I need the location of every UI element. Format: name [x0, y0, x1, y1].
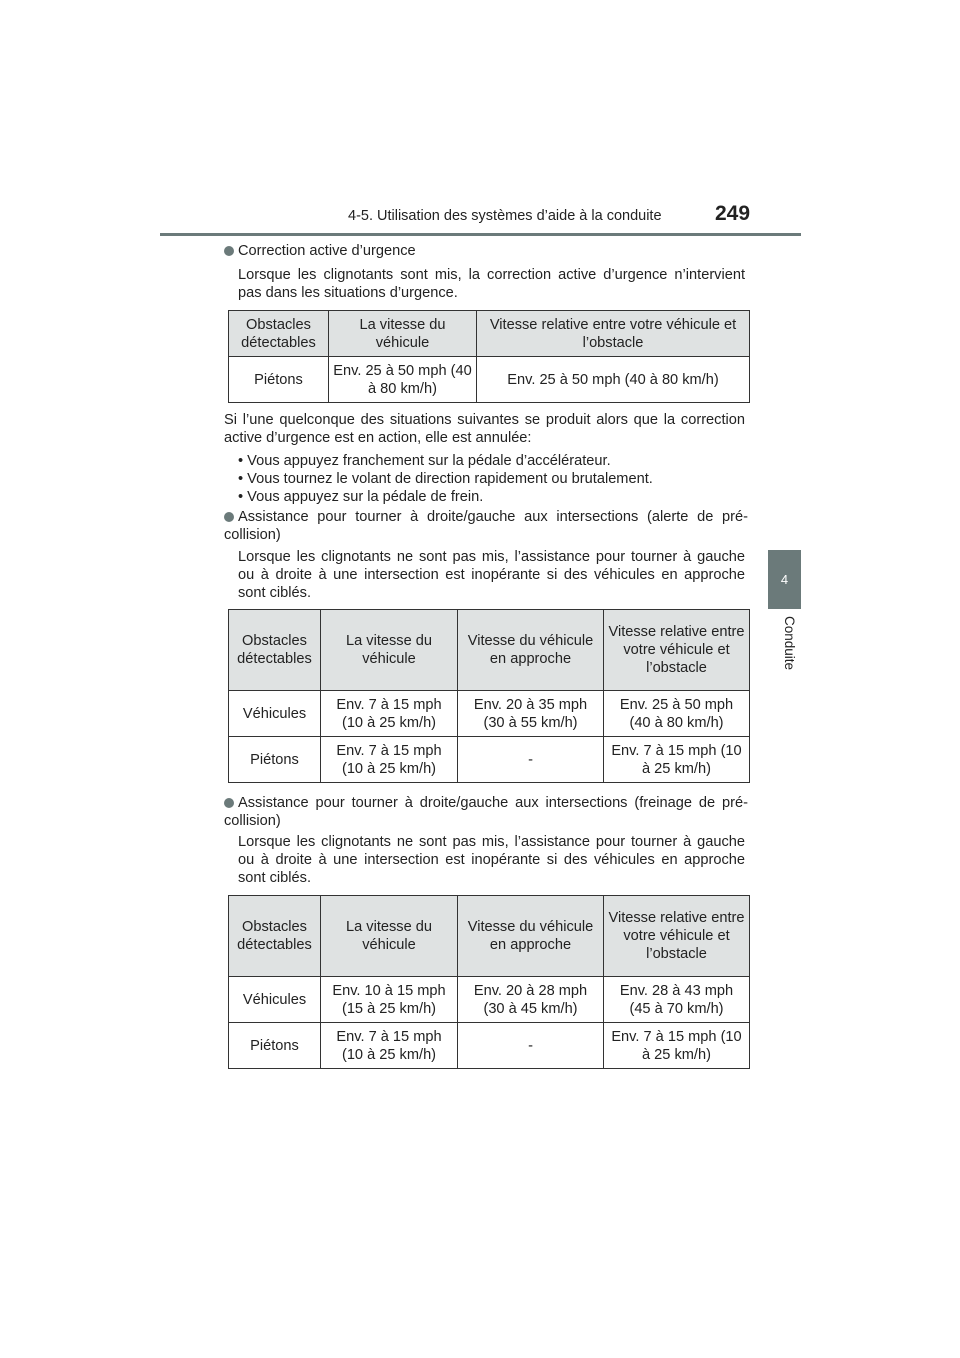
table-header-cell: Vitesse du véhicule en approche — [458, 896, 604, 977]
list-item: • Vous appuyez franchement sur la pédale d’accélérateur. — [238, 453, 611, 469]
table-header-cell: La vitesse du véhicule — [321, 896, 458, 977]
heading-text: Correction active d’urgence — [238, 243, 416, 259]
bullet-list — [238, 452, 653, 506]
table-header-row — [229, 896, 750, 977]
chapter-label: Conduite — [782, 616, 797, 671]
table-row — [229, 1023, 750, 1069]
table-row — [229, 691, 750, 737]
paragraph: Lorsque les clignotants ne sont pas mis, l’assistance pour tourner à gauche ou à droite à une intersection est inopérante si des véhicules en approche sont ciblés. — [238, 549, 745, 601]
section-heading — [224, 508, 748, 544]
table-header-cell: La vitesse du véhicule — [329, 311, 477, 357]
paragraph: Lorsque les clignotants ne sont pas mis, l’assistance pour tourner à gauche ou à droite à une intersection est inopérante si des véhicules en approche sont ciblés. — [238, 834, 745, 886]
table-cell: Env. 7 à 15 mph (10 à 25 km/h) — [604, 1023, 750, 1069]
table-header-cell: La vitesse du véhicule — [321, 610, 458, 691]
data-table — [228, 609, 750, 783]
table-header-cell: Vitesse relative entre votre véhicule et l’obstacle — [604, 896, 750, 977]
chapter-tab: 4 — [768, 550, 801, 609]
paragraph: Lorsque les clignotants sont mis, la correction active d’urgence n’intervient pas dans les situations d’urgence. — [238, 267, 745, 301]
table-cell: - — [458, 1023, 604, 1069]
bullet-icon — [224, 512, 234, 522]
list-item: • Vous appuyez sur la pédale de frein. — [238, 489, 484, 505]
table-row — [229, 977, 750, 1023]
table-cell: Piétons — [229, 737, 321, 783]
section-heading — [224, 242, 748, 260]
table-header-cell: Obstacles détectables — [229, 311, 329, 357]
table-cell: Piétons — [229, 357, 329, 403]
table-cell: Env. 25 à 50 mph (40 à 80 km/h) — [329, 357, 477, 403]
table-cell: Env. 20 à 35 mph (30 à 55 km/h) — [458, 691, 604, 737]
table-cell: Véhicules — [229, 977, 321, 1023]
bullet-icon — [224, 798, 234, 808]
section-title: 4-5. Utilisation des systèmes d’aide à la conduite — [348, 208, 662, 224]
table-cell: Env. 20 à 28 mph (30 à 45 km/h) — [458, 977, 604, 1023]
table-cell: Piétons — [229, 1023, 321, 1069]
table-cell: - — [458, 737, 604, 783]
paragraph: Si l’une quelconque des situations suivantes se produit alors que la correction active d’urgence est en action, elle est annulée: — [224, 412, 745, 446]
data-table — [228, 310, 750, 403]
heading-text: Assistance pour tourner à droite/gauche aux intersections (freinage de pré-collision) — [224, 795, 748, 829]
table-header-cell: Vitesse du véhicule en approche — [458, 610, 604, 691]
table-cell: Env. 28 à 43 mph (45 à 70 km/h) — [604, 977, 750, 1023]
table-cell: Env. 25 à 50 mph (40 à 80 km/h) — [477, 357, 750, 403]
table-header-cell: Obstacles détectables — [229, 610, 321, 691]
table-header-row — [229, 311, 750, 357]
table-header-row — [229, 610, 750, 691]
table-row — [229, 357, 750, 403]
table-header-cell: Obstacles détectables — [229, 896, 321, 977]
table-row — [229, 737, 750, 783]
table-cell: Véhicules — [229, 691, 321, 737]
heading-text: Assistance pour tourner à droite/gauche aux intersections (alerte de pré-collision) — [224, 509, 748, 543]
page-number: 249 — [715, 202, 751, 225]
table-cell: Env. 7 à 15 mph (10 à 25 km/h) — [321, 1023, 458, 1069]
table-header-cell: Vitesse relative entre votre véhicule et l’obstacle — [477, 311, 750, 357]
table-cell: Env. 10 à 15 mph (15 à 25 km/h) — [321, 977, 458, 1023]
header-rule — [160, 233, 801, 236]
table-cell: Env. 7 à 15 mph (10 à 25 km/h) — [321, 737, 458, 783]
section-heading — [224, 794, 748, 830]
table-cell: Env. 25 à 50 mph (40 à 80 km/h) — [604, 691, 750, 737]
table-cell: Env. 7 à 15 mph (10 à 25 km/h) — [604, 737, 750, 783]
table-header-cell: Vitesse relative entre votre véhicule et l’obstacle — [604, 610, 750, 691]
table-cell: Env. 7 à 15 mph (10 à 25 km/h) — [321, 691, 458, 737]
data-table — [228, 895, 750, 1069]
list-item: • Vous tournez le volant de direction rapidement ou brutalement. — [238, 471, 653, 487]
bullet-icon — [224, 246, 234, 256]
